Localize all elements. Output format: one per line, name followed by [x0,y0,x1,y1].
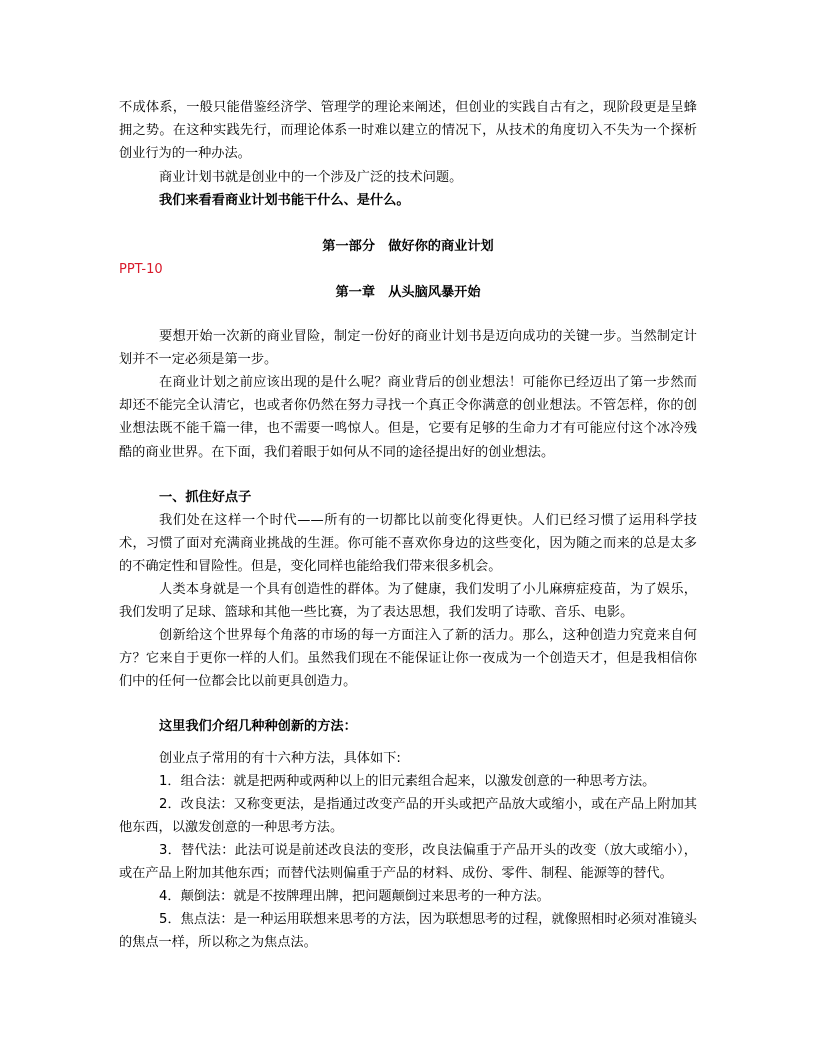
method-item: 5．焦点法：是一种运用联想来思考的方法，因为联想思考的过程，就像照相时必须对准镜头的焦点一样，所以称之为焦点法。 [119,912,697,951]
paragraph-4: 人类本身就是一个具有创造性的群体。为了健康，我们发明了小儿麻痹症疫苗，为了娱乐，我们发明了足球、篮球和其他一些比赛，为了表达思想，我们发明了诗歌、音乐、电影。 [119,582,697,621]
method-item: 2．改良法：又称变更法，是指通过改变产品的开头或把产品放大或缩小，或在产品上附加其他东西，以激发创意的一种思考方法。 [119,797,697,836]
paragraph-3: 我们处在这样一个时代——所有的一切都比以前变化得更快。人们已经习惯了运用科学技术，习惯了面对充满商业挑战的生涯。你可能不喜欢你身边的这些变化，因为随之而来的总是太多的不确定性和冒险性。但是，变化同样也能给我们带来很多机会。 [119,513,697,575]
method-item: 3．替代法：此法可说是前述改良法的变形，改良法偏重于产品开头的改变（放大或缩小），或在产品上附加其他东西；而替代法则偏重于产品的材料、成份、零件、制程、能源等的替代。 [119,843,697,882]
paragraph-1: 要想开始一次新的商业冒险，制定一份好的商业计划书是迈向成功的关键一步。当然制定计划并不一定必须是第一步。 [119,329,697,368]
ppt-label: PPT-10 [119,262,163,277]
methods-title: 这里我们介绍几种种创新的方法： [159,719,357,734]
plan-intro-paragraph: 商业计划书就是创业中的一个涉及广泛的技术问题。 [159,170,463,185]
what-is-heading: 我们来看看商业计划书能干什么、是什么。 [159,193,410,208]
method-item: 4．颠倒法：就是不按牌理出牌，把问题颠倒过来思考的一种方法。 [159,889,550,904]
chapter-title: 第一章 从头脑风暴开始 [335,285,481,300]
paragraph-5: 创新给这个世界每个角落的市场的每一方面注入了新的活力。那么，这种创造力究竟来自何方？它来自于更你一样的人们。虽然我们现在不能保证让你一夜成为一个创造天才，但是我相信你们中的任何一位都会比以前更具创造力。 [119,628,697,690]
methods-intro: 创业点子常用的有十六种方法，具体如下: [159,751,401,766]
intro-paragraph: 不成体系，一般只能借鉴经济学、管理学的理论来阐述，但创业的实践自古有之，现阶段更是呈蜂拥之势。在这种实践先行，而理论体系一时难以建立的情况下，从技术的角度切入不失为一个探析创业行为的一种办法。 [119,100,697,162]
method-item: 1．组合法：就是把两种或两种以上的旧元素组合起来，以激发创意的一种思考方法。 [159,774,656,789]
part-title: 第一部分 做好你的商业计划 [322,239,494,254]
section-1-title: 一、抓住好点子 [159,490,252,505]
paragraph-2: 在商业计划之前应该出现的是什么呢？商业背后的创业想法！可能你已经迈出了第一步然而却还不能完全认清它，也或者你仍然在努力寻找一个真正令你满意的创业想法。不管怎样，你的创业想法既不能千篇一律，也不需要一鸣惊人。但是，它要有足够的生命力才有可能应付这个冰冷残酷的商业世界。在下面，我们着眼于如何从不同的途径提出好的创业想法。 [119,375,697,460]
